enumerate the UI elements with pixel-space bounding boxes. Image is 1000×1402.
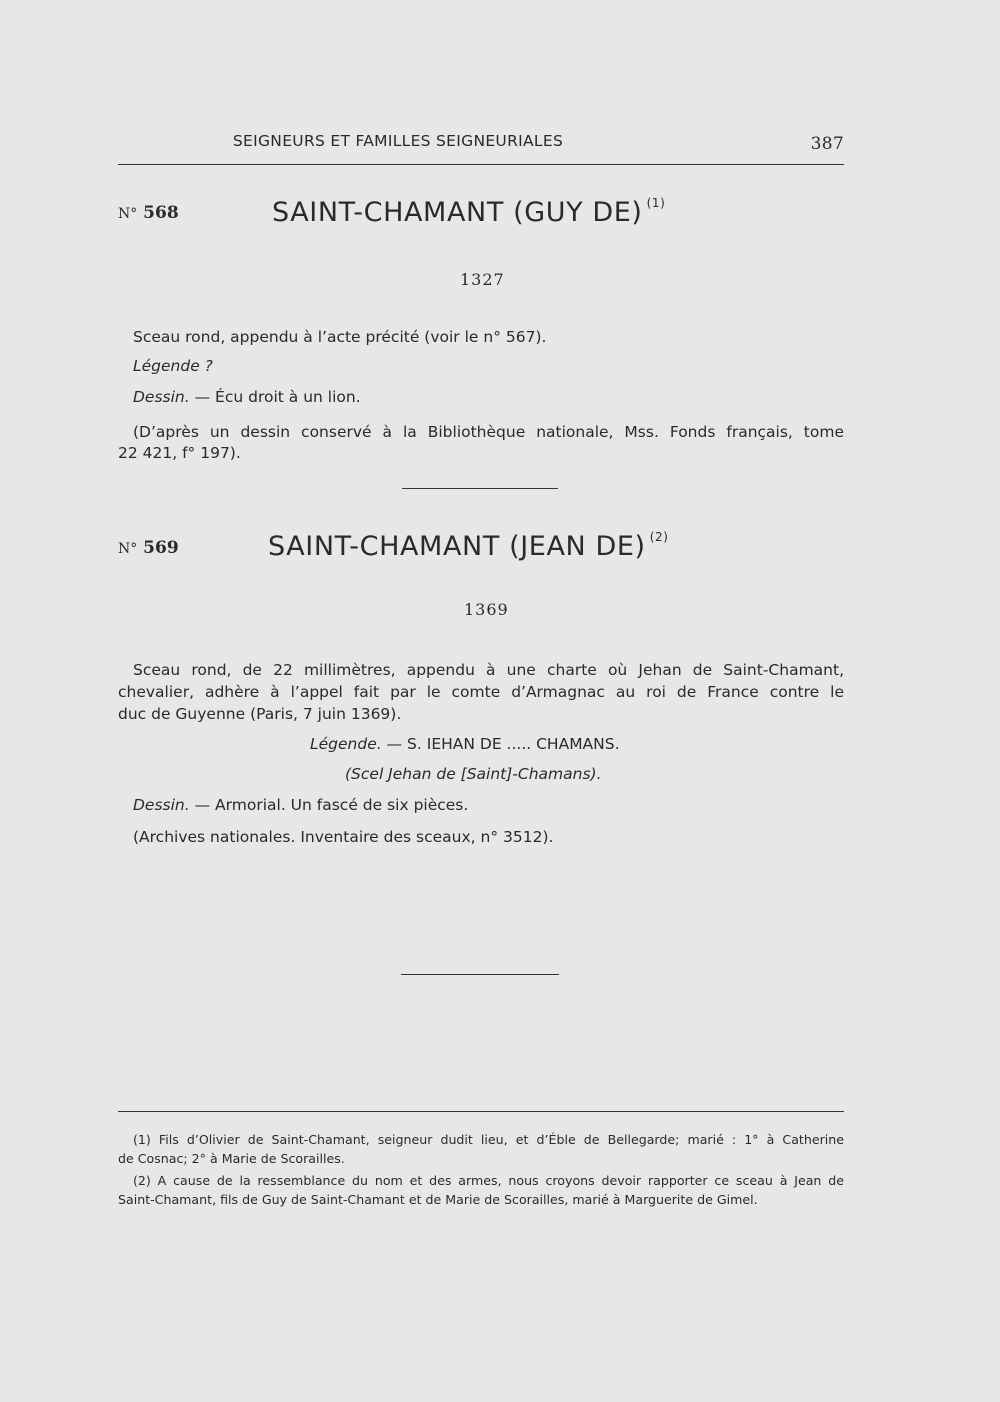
dessin-text: — Écu droit à un lion. (194, 388, 361, 406)
dessin-text: — Armorial. Un fascé de six pièces. (194, 796, 469, 814)
entry-568-legende: Légende ? (133, 357, 213, 375)
running-head (118, 132, 844, 156)
entry-568-dessin (133, 386, 361, 408)
entry-568-date: 1327 (460, 270, 505, 289)
dessin-label: Dessin. (133, 796, 190, 814)
entry-569-date: 1369 (464, 600, 509, 619)
dessin-label: Dessin. (133, 388, 190, 406)
note-ref-2: (2) (649, 530, 669, 544)
entry-title-text: SAINT-CHAMANT (JEAN DE) (268, 531, 646, 562)
entry-569-source: (Archives nationales. Inventaire des sceaux, n° 3512). (133, 828, 554, 846)
entry-number-prefix: N° (118, 541, 138, 557)
header-rule (118, 164, 844, 165)
entry-569-legende (310, 733, 620, 755)
entry-568-description: Sceau rond, appendu à l’acte précité (voir le n° 567). (133, 328, 547, 346)
page-number: 387 (810, 134, 844, 154)
entry-569-dessin (133, 794, 468, 816)
entry-number-prefix: N° (118, 206, 138, 222)
legende-label: Légende. (310, 735, 382, 753)
entry-separator (402, 488, 558, 489)
entry-569-reading: (Scel Jehan de [Saint]-Chamans). (345, 765, 602, 783)
entry-569-title (268, 530, 669, 562)
footnote-2-line-2: Saint-Chamant, fils de Guy de Saint-Chamant et de Marie de Scorailles, marié à Marguerite de Gimel. (118, 1192, 758, 1207)
entry-569-description-line-1: Sceau rond, de 22 millimètres, appendu à une charte où Jehan de Saint-Chamant, (133, 661, 844, 679)
entry-568-title (272, 196, 665, 228)
entry-569-description-line-2: chevalier, adhère à l’appel fait par le comte d’Armagnac au roi de France contre le (118, 683, 844, 701)
legende-text: — S. IEHAN DE ..... CHAMANS. (386, 735, 620, 753)
entry-number-value: 569 (143, 538, 179, 558)
entry-title-text: SAINT-CHAMANT (GUY DE) (272, 197, 643, 228)
footnote-1-line-1: (1) Fils d’Olivier de Saint-Chamant, seigneur dudit lieu, et d’Éble de Bellegarde; marié : 1° à Catherine (133, 1132, 844, 1147)
entry-569-description-line-3: duc de Guyenne (Paris, 7 juin 1369). (118, 705, 402, 723)
running-title: SEIGNEURS ET FAMILLES SEIGNEURIALES (232, 132, 564, 150)
entry-number-value: 568 (143, 203, 179, 223)
entry-569-number (118, 538, 179, 558)
entry-568-source-line-2: 22 421, f° 197). (118, 444, 241, 462)
footnote-2-line-1: (2) A cause de la ressemblance du nom et des armes, nous croyons devoir rapporter ce sceau à Jean de (133, 1173, 844, 1188)
entry-end-separator (401, 974, 559, 975)
footnote-1-line-2: de Cosnac; 2° à Marie de Scorailles. (118, 1151, 345, 1166)
footnote-rule (118, 1111, 844, 1112)
entry-568-source-line-1: (D’après un dessin conservé à la Bibliothèque nationale, Mss. Fonds français, tome (133, 423, 844, 441)
note-ref-1: (1) (646, 196, 666, 210)
entry-568-number (118, 203, 179, 223)
